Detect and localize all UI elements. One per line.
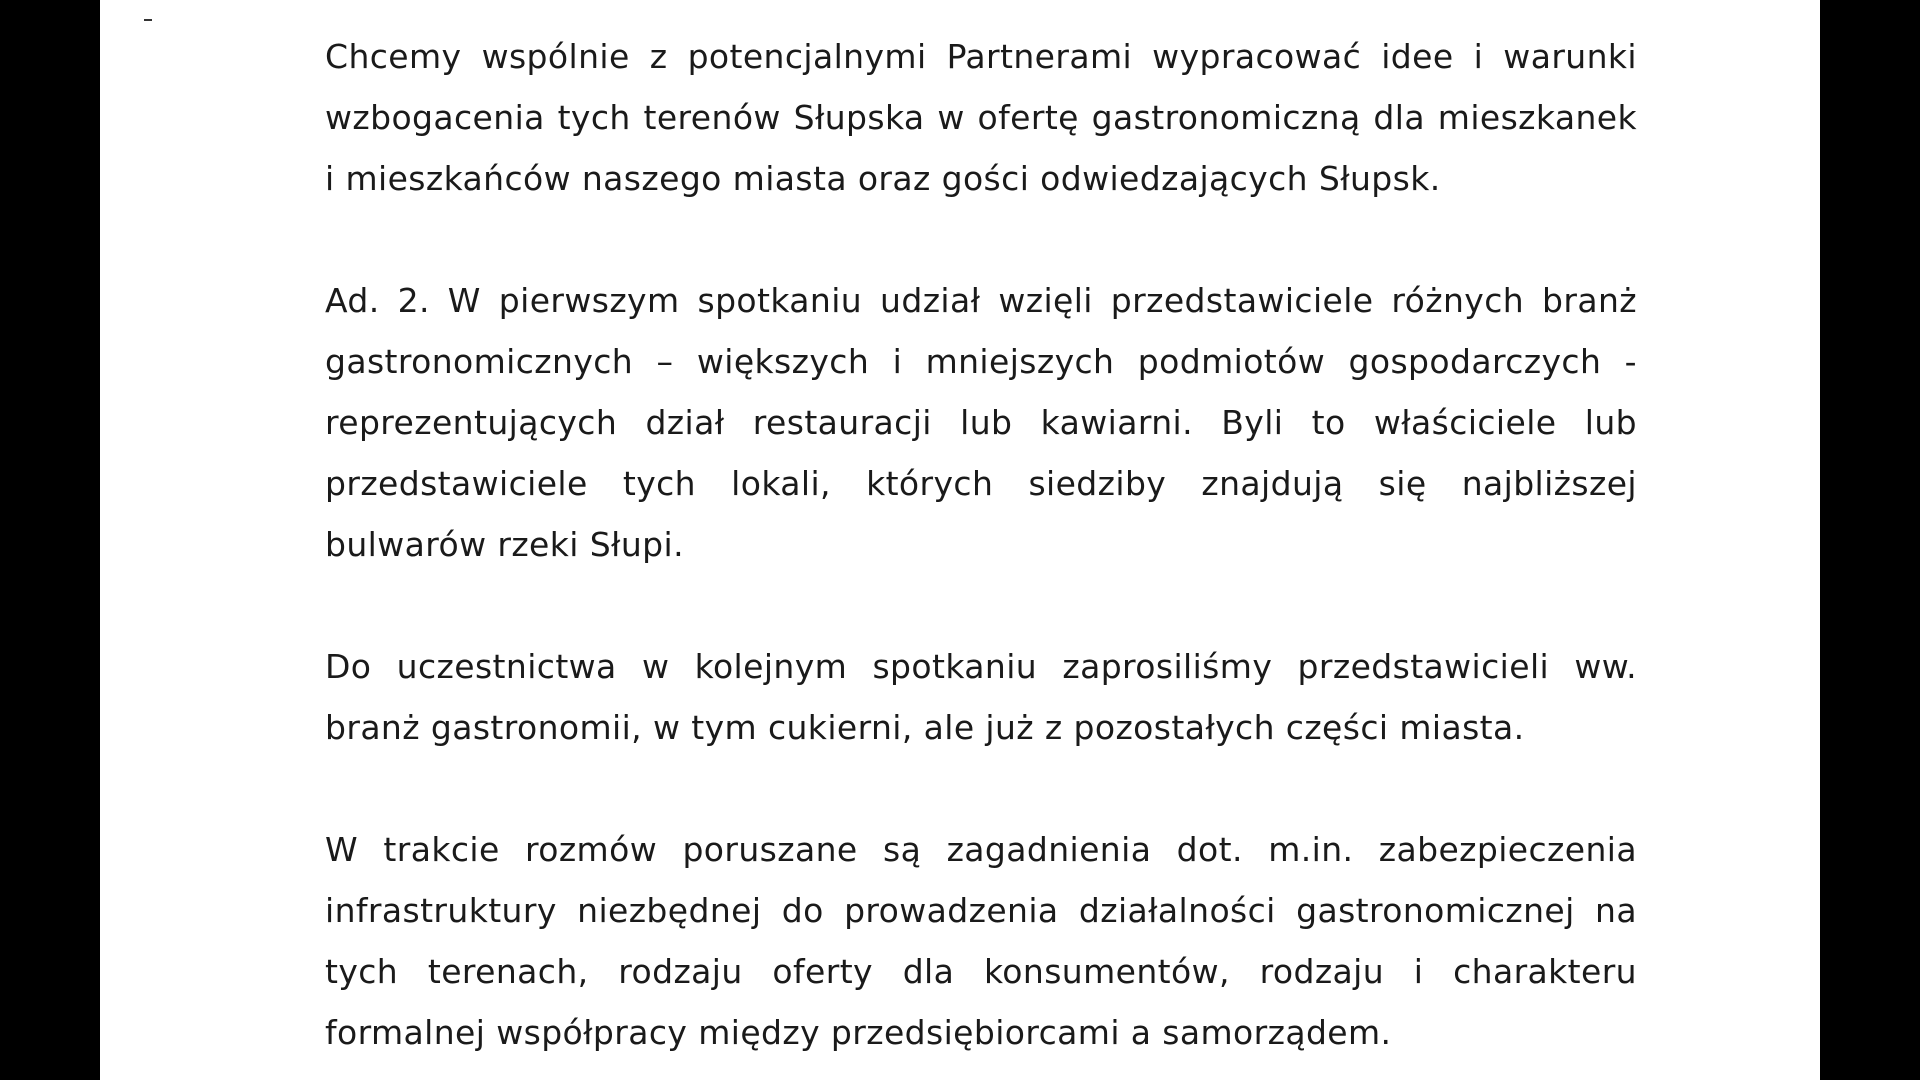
page-content	[325, 26, 1637, 1080]
document-page	[100, 0, 1820, 1080]
paragraph-next-meeting: Do uczestnictwa w kolejnym spotkaniu zaprosiliśmy przedstawicieli ww. branż gastronomii, w tym cukierni, ale już z pozostałych części miasta.	[325, 647, 1637, 747]
paragraph-intro: Chcemy wspólnie z potencjalnymi Partnerami wypracować idee i warunki wzbogacenia tych terenów Słupska w ofertę gastronomiczną dla mieszkanek i mieszkańców naszego miasta oraz gości odwiedzających Słupsk.	[325, 37, 1637, 198]
paragraph-topics: W trakcie rozmów poruszane są zagadnienia dot. m.in. zabezpieczenia infrastruktury niezbędnej do prowadzenia działalności gastronomicznej na tych terenach, rodzaju oferty dla konsumentów, rodzaju i charakteru formalnej współpracy między przedsiębiorcami a samorządem.	[325, 830, 1637, 1052]
paragraph-ad-2: Ad. 2. W pierwszym spotkaniu udział wzięli przedstawiciele różnych branż gastronomicznych – większych i mniejszych podmiotów gospodarczych - reprezentujących dział restauracji lub kawiarni. Byli to właściciele lub przedstawiciele tych lokali, których siedziby znajdują się najbliższej bulwarów rzeki Słupi.	[325, 281, 1637, 564]
margin-mark	[144, 19, 152, 21]
